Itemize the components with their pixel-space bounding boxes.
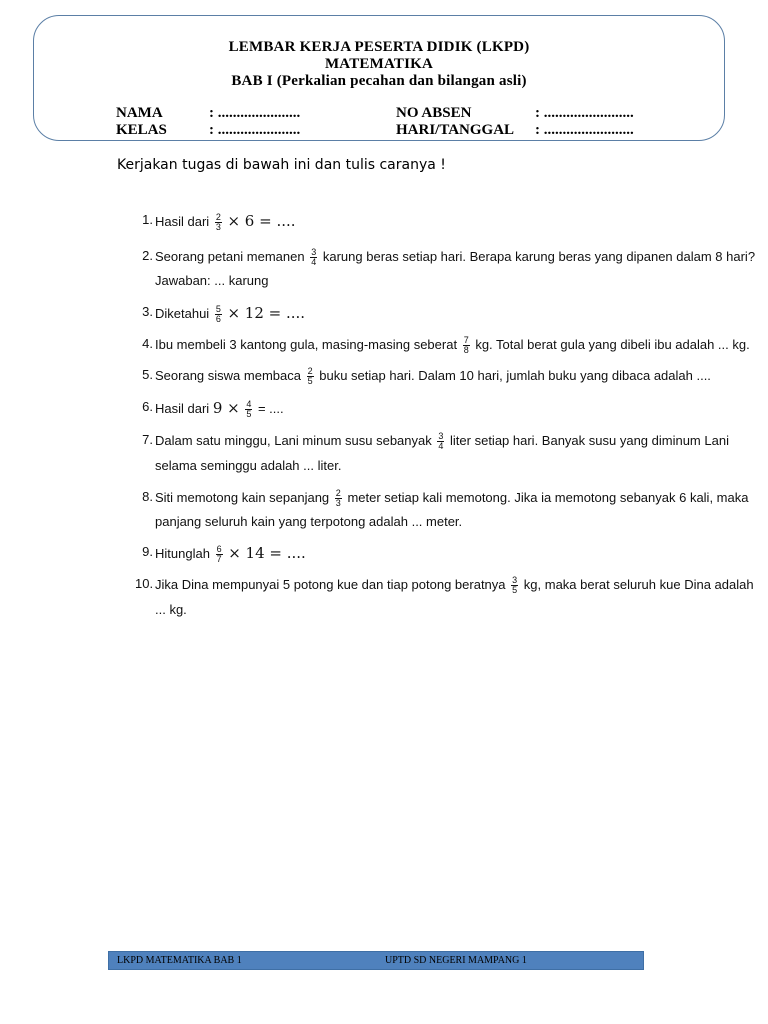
- hari-field[interactable]: : ........................: [535, 122, 634, 138]
- numerator: 5: [215, 304, 221, 315]
- question-number: 4.: [142, 336, 153, 351]
- absen-label: NO ABSEN: [396, 105, 472, 121]
- question-text-part: × 6 = ....: [227, 212, 296, 230]
- denominator: 6: [215, 314, 221, 325]
- question-number: 7.: [142, 432, 153, 447]
- numerator: 3: [311, 247, 317, 257]
- nama-field[interactable]: : ......................: [209, 105, 301, 121]
- question-text-part: = ....: [257, 401, 284, 416]
- footer-left-text: LKPD MATEMATIKA BAB 1: [117, 955, 242, 966]
- fraction: [310, 248, 317, 267]
- question-text: [155, 304, 305, 324]
- question-number: 9.: [142, 544, 153, 559]
- question-text-part: Jika Dina mempunyai 5 potong kue dan tiap potong beratnya: [155, 576, 506, 592]
- denominator: 3: [335, 498, 341, 508]
- numerator: 4: [246, 399, 252, 410]
- fraction: [215, 305, 222, 324]
- fraction: [215, 213, 222, 232]
- question-text-part: Siti memotong kain sepanjang: [155, 489, 330, 505]
- question-text-line2: selama seminggu adalah ... liter.: [155, 458, 342, 473]
- footer-bar: [108, 951, 644, 970]
- numerator: 3: [438, 431, 444, 441]
- hari-label: HARI/TANGGAL: [396, 122, 515, 138]
- denominator: 4: [311, 257, 317, 267]
- nama-label: NAMA: [116, 105, 163, 121]
- fraction: [463, 336, 470, 355]
- question-number: 10.: [135, 576, 154, 591]
- fraction: [511, 576, 518, 595]
- kelas-field[interactable]: : ......................: [209, 122, 301, 138]
- question-text-part: × 12 = ....: [227, 304, 306, 322]
- question-text: [155, 367, 711, 386]
- question-text-line2: panjang seluruh kain yang terpotong adalah ... meter.: [155, 514, 463, 529]
- question-answer-line: Jawaban: ... karung: [155, 273, 269, 288]
- question-text-part: Ibu membeli 3 kantong gula, masing-masing seberat: [155, 336, 458, 352]
- question-text-part: Seorang siswa membaca: [155, 367, 301, 383]
- denominator: 3: [215, 222, 221, 233]
- question-text-part: Seorang petani memanen: [155, 248, 305, 264]
- numerator: 3: [512, 575, 518, 585]
- question-text-part: Diketahui: [155, 306, 210, 321]
- kelas-label: KELAS: [116, 122, 167, 138]
- question-text-part: × 14 = ....: [228, 544, 306, 562]
- question-text-part: Dalam satu minggu, Lani minum susu sebanyak: [155, 432, 432, 448]
- question-text-part: kg, maka berat seluruh kue Dina adalah: [523, 576, 754, 592]
- fraction: [245, 400, 252, 419]
- absen-field[interactable]: : ........................: [535, 105, 634, 121]
- question-text: [155, 399, 284, 419]
- question-text: [155, 489, 748, 508]
- question-text: [155, 248, 755, 267]
- subject-title: MATEMATIKA: [324, 56, 434, 72]
- worksheet-title: LEMBAR KERJA PESERTA DIDIK (LKPD): [228, 39, 530, 55]
- numerator: 2: [335, 488, 341, 498]
- question-text: [155, 576, 754, 595]
- question-text: [155, 212, 296, 232]
- question-number: 1.: [142, 212, 153, 227]
- question-text-part: 9 ×: [212, 399, 240, 417]
- question-text: [155, 432, 729, 451]
- question-text: [155, 544, 306, 564]
- question-text-part: liter setiap hari. Banyak susu yang diminum Lani: [450, 432, 729, 448]
- footer-right-text: UPTD SD NEGERI MAMPANG 1: [385, 955, 527, 966]
- question-text-part: Hitunglah: [155, 546, 210, 561]
- denominator: 5: [307, 376, 313, 386]
- question-text-part: Hasil dari: [155, 214, 210, 229]
- question-number: 5.: [142, 367, 153, 382]
- question-text-part: Hasil dari: [155, 401, 210, 416]
- denominator: 8: [463, 345, 469, 355]
- header-box: [33, 15, 725, 141]
- instruction-text: Kerjakan tugas di bawah ini dan tulis caranya !: [117, 157, 446, 173]
- question-text-part: buku setiap hari. Dalam 10 hari, jumlah buku yang dibaca adalah ....: [319, 367, 711, 383]
- fraction: [307, 367, 314, 386]
- denominator: 4: [438, 441, 444, 451]
- fraction: [437, 432, 444, 451]
- numerator: 7: [463, 335, 469, 345]
- question-text: [155, 336, 750, 355]
- question-number: 8.: [142, 489, 153, 504]
- denominator: 5: [512, 585, 518, 595]
- numerator: 2: [307, 366, 313, 376]
- question-number: 2.: [142, 248, 153, 263]
- numerator: 2: [215, 212, 221, 223]
- question-number: 3.: [142, 304, 153, 319]
- question-text-part: karung beras setiap hari. Berapa karung beras yang dipanen dalam 8 hari?: [322, 248, 756, 264]
- question-text-part: kg. Total berat gula yang dibeli ibu adalah ... kg.: [475, 336, 750, 352]
- fraction: [216, 545, 223, 564]
- denominator: 5: [246, 409, 252, 420]
- question-text-line2: ... kg.: [155, 602, 187, 617]
- question-text-part: meter setiap kali memotong. Jika ia memotong sebanyak 6 kali, maka: [347, 489, 749, 505]
- question-number: 6.: [142, 399, 153, 414]
- fraction: [335, 489, 342, 508]
- chapter-title: BAB I (Perkalian pecahan dan bilangan asli): [231, 73, 527, 89]
- denominator: 7: [216, 554, 222, 565]
- numerator: 6: [216, 544, 222, 555]
